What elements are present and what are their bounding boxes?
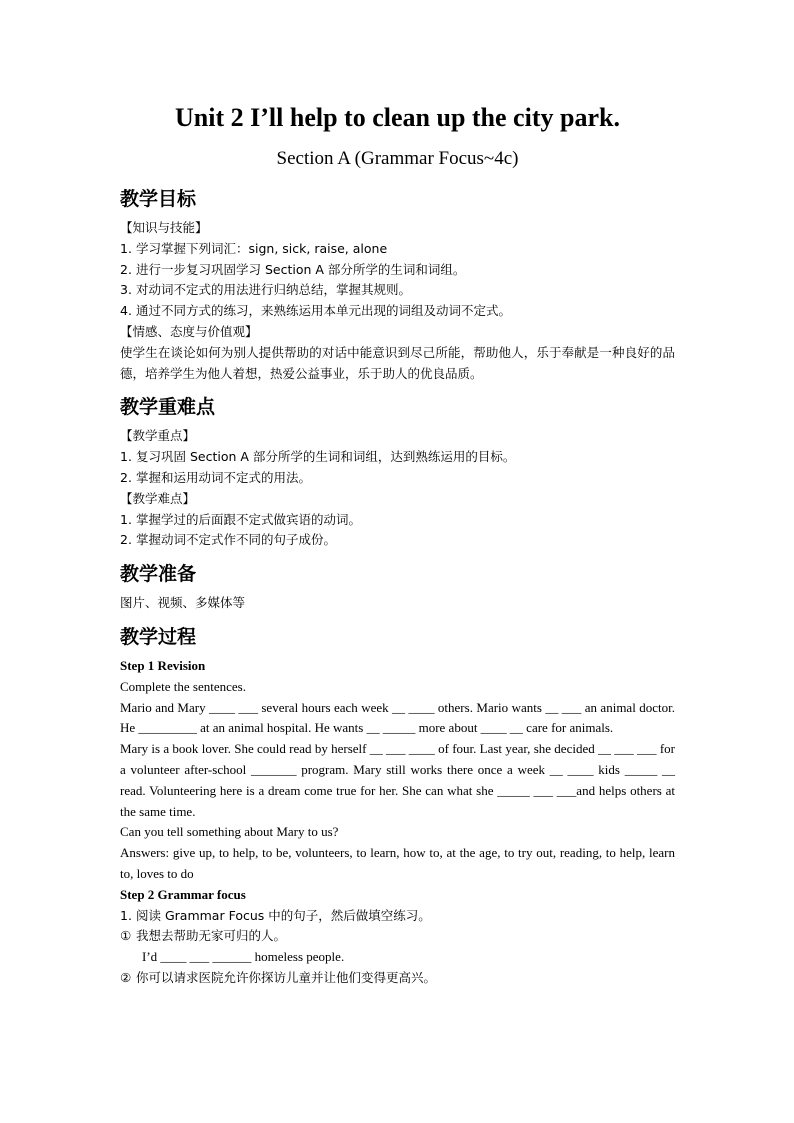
step1-answers: Answers: give up, to help, to be, volunteers, to learn, how to, at the age, to try out, reading, to help, learn to, loves to do [120, 845, 675, 881]
item-number: 2. [120, 532, 132, 548]
attitude-label: 【情感、态度与价值观】 [120, 323, 258, 339]
step1-paragraph: Mario and Mary ____ ___ several hours each week __ ____ others. Mario wants __ ___ an animal doctor. He _________ at an animal hospital. He wants __ _____ more about ____ __ care for animals. [120, 699, 675, 736]
item-number: 4. [120, 303, 132, 319]
focus-item [120, 447, 675, 468]
objectives-heading: 教学目标 [120, 188, 197, 210]
item-number: 2. [120, 469, 132, 485]
step2-title: Step 2 Grammar focus [120, 886, 246, 902]
knowledge-item [120, 280, 675, 301]
document-subtitle: Section A (Grammar Focus~4c) [276, 148, 519, 169]
item-text: 阅读 Grammar Focus 中的句子，然后做填空练习。 [136, 907, 431, 923]
step1-paragraph: Mary is a book lover. She could read by herself __ ___ ____ of four. Last year, she decided __ ___ ___ for a volunteer after-school _______ program. Mary still works there once a week __ ____ kids _____ __ read. Volunteering here is a dream come true for her. She can what she _____ ___ ___and helps others at the same time. [120, 741, 675, 819]
knowledge-label: 【知识与技能】 [120, 220, 208, 235]
key-points-heading: 教学重难点 [120, 396, 216, 419]
item-text: 对动词不定式的用法进行归纳总结，掌握其规则。 [136, 282, 412, 298]
process-heading: 教学过程 [120, 625, 197, 648]
item-number: 1. [120, 449, 132, 465]
item-number: ② [120, 969, 132, 985]
difficulty-label: 【教学难点】 [120, 490, 196, 506]
knowledge-item [120, 301, 675, 322]
knowledge-item [120, 239, 675, 260]
item-number: 1. [120, 240, 132, 256]
item-number: ① [120, 928, 132, 944]
item-text: 我想去帮助无家可归的人。 [136, 928, 287, 944]
step1-instruction: Complete the sentences. [120, 678, 246, 694]
step2-subitem [120, 968, 675, 989]
knowledge-item [120, 260, 675, 281]
difficulty-item [120, 530, 675, 551]
item-text: 通过不同方式的练习，来熟练运用本单元出现的词组及动词不定式。 [136, 303, 512, 319]
attitude-text: 使学生在谈论如何为别人提供帮助的对话中能意识到尽己所能，帮助他人，乐于奉献是一种良好的品德，培养学生为他人着想，热爱公益事业，乐于助人的优良品质。 [120, 344, 675, 381]
item-text: 掌握和运用动词不定式的用法。 [136, 469, 312, 485]
preparation-text: 图片、视频、多媒体等 [120, 595, 246, 611]
document-title: Unit 2 I’ll help to clean up the city park. [175, 103, 620, 132]
document-content [120, 100, 675, 989]
item-text: 掌握学过的后面跟不定式做宾语的动词。 [136, 511, 362, 527]
item-number: 3. [120, 282, 132, 298]
item-text: 复习巩固 Section A 部分所学的生词和词组，达到熟练运用的目标。 [136, 449, 516, 465]
focus-label: 【教学重点】 [120, 428, 196, 444]
focus-item [120, 468, 675, 489]
item-text: 学习掌握下列词汇：sign, sick, raise, alone [136, 240, 388, 256]
item-text: 你可以请求医院允许你探访儿童并让他们变得更高兴。 [136, 969, 437, 985]
preparation-heading: 教学准备 [120, 563, 197, 586]
step1-title: Step 1 Revision [120, 657, 206, 673]
step2-subitem-english: I’d ____ ___ ______ homeless people. [142, 949, 345, 965]
item-number: 2. [120, 261, 132, 277]
difficulty-item [120, 510, 675, 531]
item-text: 掌握动词不定式作不同的句子成份。 [136, 532, 337, 548]
step2-subitem [120, 926, 675, 947]
item-number: 1. [120, 907, 132, 923]
step1-question: Can you tell something about Mary to us? [120, 824, 339, 840]
step2-item [120, 906, 675, 927]
item-text: 进行一步复习巩固学习 Section A 部分所学的生词和词组。 [136, 261, 466, 277]
item-number: 1. [120, 511, 132, 527]
